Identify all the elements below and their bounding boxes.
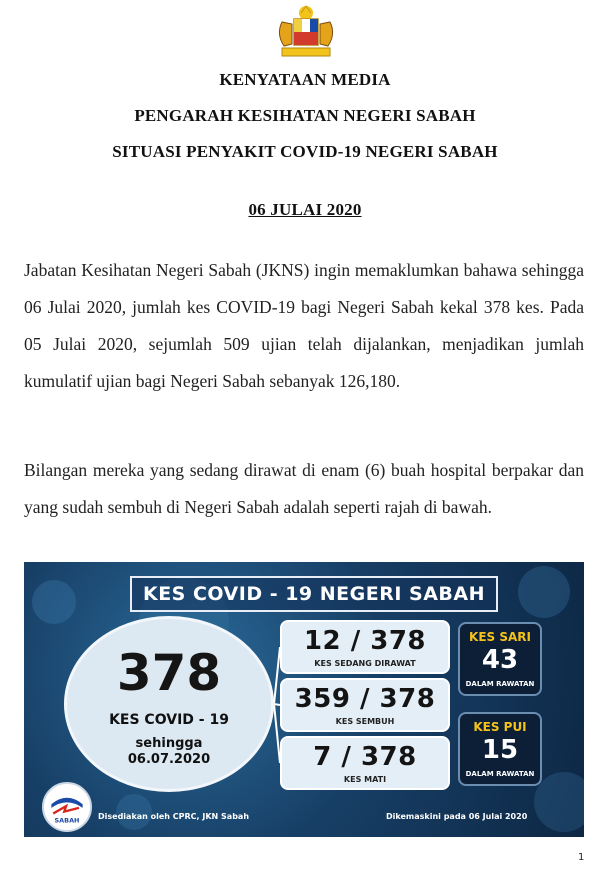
stat-value: 359 / 378 [294, 684, 436, 714]
stat-recovered [280, 678, 450, 732]
side-value: 43 [481, 645, 519, 675]
as-of-date: 06.07.2020 [127, 752, 211, 767]
page-number: 1 [578, 852, 585, 863]
side-label: DALAM RAWATAN [465, 770, 535, 778]
stat-deaths [280, 736, 450, 790]
stat-under-treatment [280, 620, 450, 674]
infographic-title: KES COVID - 19 NEGERI SABAH [130, 576, 498, 612]
subject-title: SITUASI PENYAKIT COVID-19 NEGERI SABAH [112, 142, 498, 161]
covid-infographic [24, 562, 584, 837]
issuer-title: PENGARAH KESIHATAN NEGERI SABAH [134, 106, 476, 125]
side-title: KES PUI [473, 720, 527, 734]
stat-label: KES MATI [343, 775, 387, 784]
total-cases-label: KES COVID - 19 [109, 712, 229, 728]
pui-cases-box [458, 712, 542, 786]
side-label: DALAM RAWATAN [465, 680, 535, 688]
logo-text: SABAH [54, 816, 80, 825]
sari-cases-box [458, 622, 542, 696]
paragraph-treatment: Bilangan mereka yang sedang dirawat di enam (6) buah hospital berpakar dan yang sudah sembuh di Negeri Sabah adalah seperti rajah di bawah. [24, 460, 584, 517]
stat-value: 12 / 378 [303, 626, 427, 656]
stat-label: KES SEDANG DIRAWAT [314, 659, 416, 668]
release-date: 06 JULAI 2020 [248, 200, 362, 219]
coat-of-arms-icon [268, 4, 344, 60]
press-release-title: KENYATAAN MEDIA [219, 70, 391, 89]
stat-value: 7 / 378 [313, 742, 417, 772]
paragraph-summary: Jabatan Kesihatan Negeri Sabah (JKNS) ingin memaklumkan bahawa sehingga 06 Julai 2020, jumlah kes COVID-19 bagi Negeri Sabah kekal 378 kes. Pada 05 Julai 2020, sejumlah 509 ujian telah dijalankan, menjadikan jumlah kumulatif ujian bagi Negeri Sabah sebanyak 126,180. [24, 260, 584, 391]
updated-on: Dikemaskini pada 06 Julai 2020 [386, 812, 528, 821]
stat-label: KES SEMBUH [335, 717, 395, 726]
prepared-by: Disediakan oleh CPRC, JKN Sabah [98, 812, 250, 821]
side-value: 15 [481, 735, 519, 765]
sabah-health-logo-icon [42, 782, 92, 832]
as-of-label: sehingga [135, 736, 203, 751]
total-cases-value: 378 [116, 644, 222, 702]
side-title: KES SARI [469, 630, 531, 644]
